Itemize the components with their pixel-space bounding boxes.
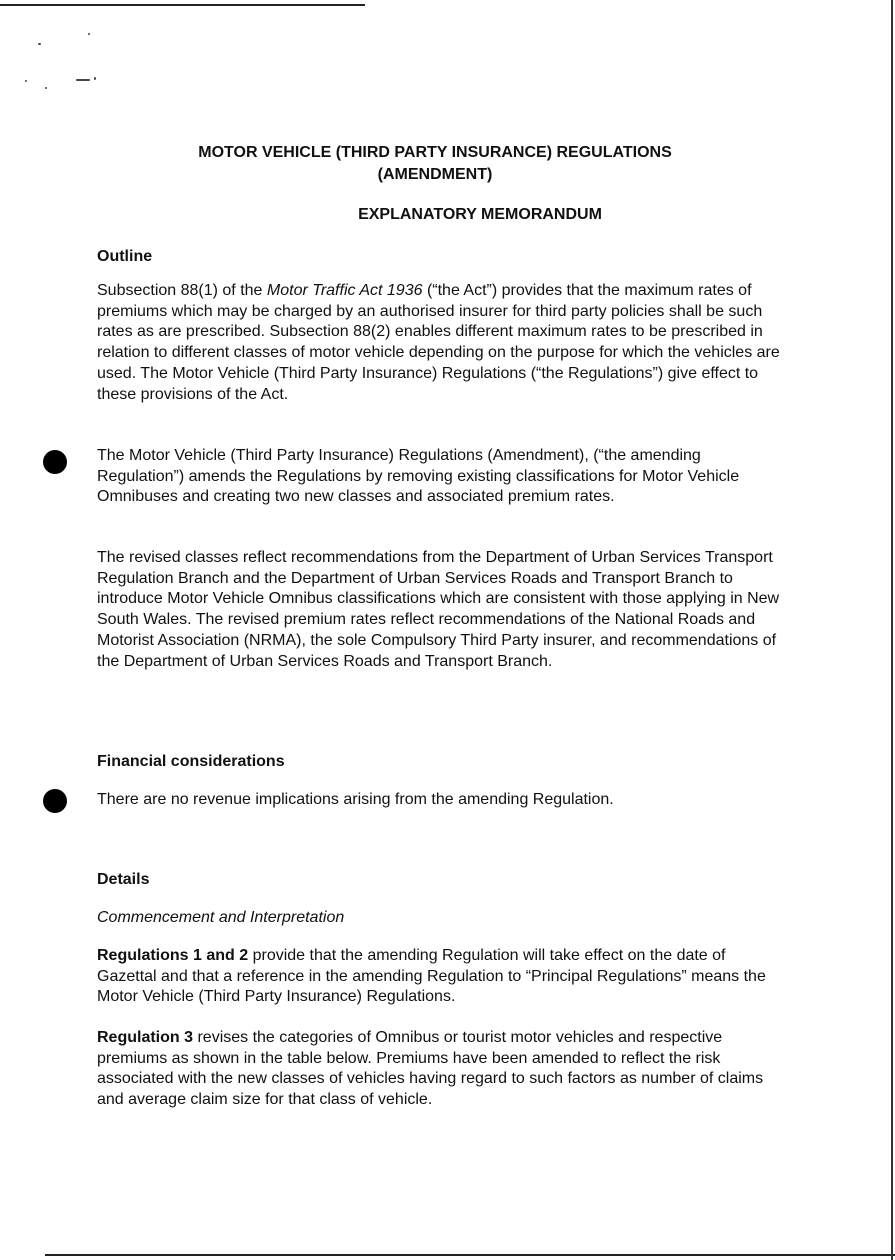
details-heading: Details (97, 871, 150, 888)
margin-bullet-2 (43, 789, 67, 813)
bottom-scan-rule (45, 1254, 895, 1256)
regulations-1-2-label: Regulations 1 and 2 (97, 947, 249, 964)
act-name: Motor Traffic Act 1936 (266, 282, 423, 299)
margin-bullet-1 (43, 450, 67, 474)
outline-paragraph-2: The Motor Vehicle (Third Party Insurance) Regulations (Amendment), (“the amending Regulation”) amends the Regulations by removing existing classifications for Motor Vehicle Omnibuses and creating two new classes and associated premium rates. (97, 447, 740, 506)
scan-speck (76, 79, 90, 81)
regulations-1-2-text: provide that the amending Regulation will take effect on the date of Gazettal and that a reference in the amending Regulation to “Principal Regulations” means the Motor Vehicle (Third Party Insurance) Regulations. (97, 947, 766, 1006)
p1-before: Subsection 88(1) of the (97, 282, 267, 299)
scan-speck (38, 43, 41, 45)
scan-speck (94, 77, 96, 80)
scan-speck (45, 87, 47, 89)
p1-after: (“the Act”) provides that the maximum rates of premiums which may be charged by an authorised insurer for third party policies shall be such rates as are prescribed. Subsection 88(2) enables different maximum rates to be prescribed in relation to different classes of motor vehicle depending on the purpose for which the vehicles are used. The Motor Vehicle (Third Party Insurance) Regulations (“the Regulations”) give effect to these provisions of the Act. (97, 282, 780, 403)
regulations-1-2-paragraph (97, 946, 787, 1008)
financial-heading: Financial considerations (97, 753, 285, 770)
outline-heading: Outline (97, 248, 153, 265)
scan-speck (25, 80, 27, 82)
financial-text: There are no revenue implications arising from the amending Regulation. (97, 791, 614, 808)
document-subtitle: EXPLANATORY MEMORANDUM (358, 206, 602, 223)
title-line-2: (AMENDMENT) (377, 166, 493, 183)
title-line-1: MOTOR VEHICLE (THIRD PARTY INSURANCE) REGULATIONS (198, 144, 672, 161)
regulation-3-text: revises the categories of Omnibus or tourist motor vehicles and respective premiums as shown in the table below. Premiums have been amended to reflect the risk associated with the new classes of vehicles having regard to such factors as number of claims and average claim size for that class of vehicle. (97, 1029, 764, 1109)
right-scan-edge (891, 0, 893, 1260)
outline-paragraph-1 (97, 281, 787, 405)
scan-speck (88, 33, 90, 35)
commencement-subheading: Commencement and Interpretation (97, 909, 345, 926)
top-scan-rule (0, 4, 365, 6)
regulation-3-paragraph (97, 1028, 787, 1111)
outline-paragraph-3: The revised classes reflect recommendations from the Department of Urban Services Transport Regulation Branch and the Department of Urban Services Roads and Transport Branch to introduce Motor Vehicle Omnibus classifications which are consistent with those applying in New South Wales. The revised premium rates reflect recommendations of the National Roads and Motorist Association (NRMA), the sole Compulsory Third Party insurer, and recommendations of the Department of Urban Services Roads and Transport Branch. (97, 549, 780, 670)
document-title (95, 142, 775, 186)
regulation-3-label: Regulation 3 (97, 1029, 194, 1046)
